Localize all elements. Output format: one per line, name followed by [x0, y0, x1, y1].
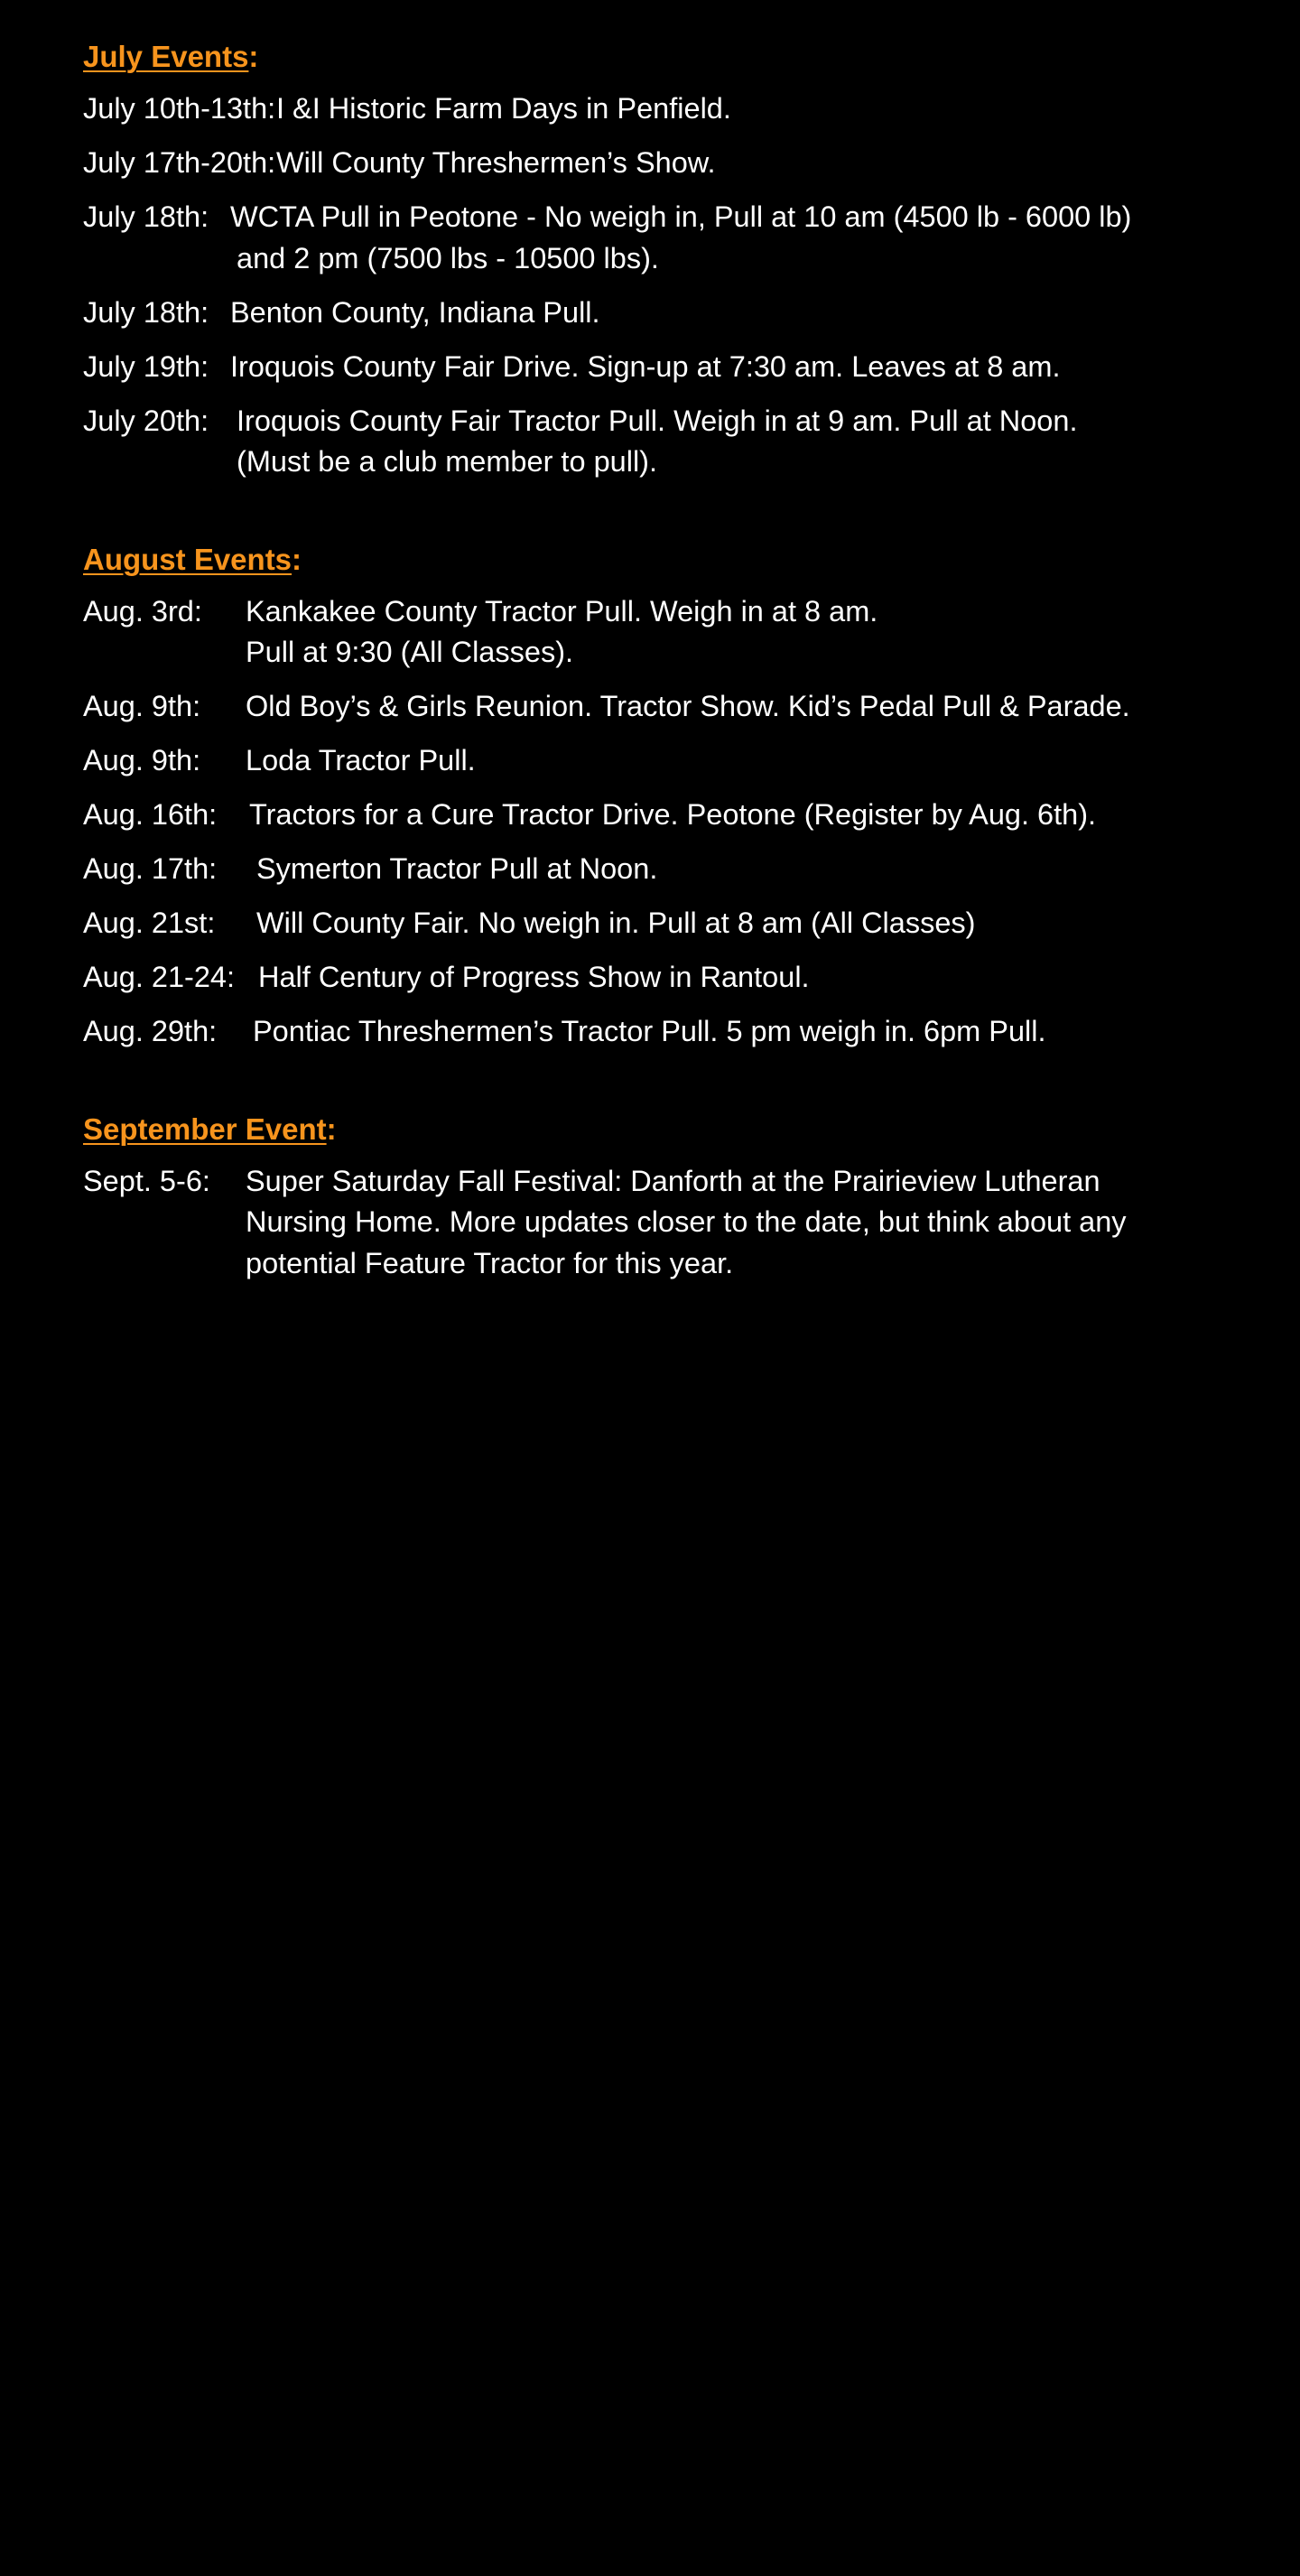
event-description [258, 957, 810, 999]
event-description [237, 401, 1078, 483]
event-date: July 20th: [83, 404, 209, 437]
event-line: Pull at 9:30 (All Classes). [246, 636, 574, 668]
event-row [83, 1161, 1257, 1285]
event-line: Loda Tractor Pull. [246, 744, 476, 777]
event-description [246, 686, 1130, 728]
event-description [249, 795, 1096, 836]
event-description [256, 903, 976, 944]
event-description [230, 197, 1131, 279]
heading-text: September Event [83, 1111, 327, 1146]
event-row [83, 293, 1257, 334]
event-row [83, 143, 1257, 184]
section-july [83, 36, 1257, 483]
event-row [83, 849, 1257, 890]
heading-colon: : [292, 542, 302, 576]
event-description [276, 88, 731, 130]
event-line: (Must be a club member to pull). [237, 445, 658, 478]
section-september [83, 1109, 1257, 1285]
section-heading [83, 1109, 1257, 1150]
section-heading [83, 36, 1257, 78]
event-line: Iroquois County Fair Drive. Sign-up at 7:30 am. Leaves at 8 am. [230, 349, 1061, 383]
event-date: Sept. 5-6: [83, 1164, 210, 1197]
event-row [83, 686, 1257, 728]
event-date: July 17th-20th: [83, 146, 276, 179]
event-date: July 19th: [83, 349, 209, 383]
event-date: Aug. 3rd: [83, 594, 202, 628]
event-row [83, 740, 1257, 782]
event-description [230, 347, 1060, 388]
event-line: Half Century of Progress Show in Rantoul. [258, 961, 810, 993]
event-description [253, 1011, 1046, 1053]
event-date: Aug. 29th: [83, 1015, 218, 1047]
event-row [83, 591, 1257, 674]
heading-text: July Events [83, 40, 249, 73]
event-description [276, 143, 716, 184]
event-date: Aug. 17th: [83, 852, 218, 885]
event-date: Aug. 9th: [83, 690, 201, 722]
event-line: Nursing Home. More updates closer to the date, but think about any [246, 1205, 1127, 1238]
event-row [83, 401, 1257, 483]
event-row [83, 88, 1257, 130]
event-line: Kankakee County Tractor Pull. Weigh in at 8 am. [246, 594, 878, 628]
event-date: Aug. 9th: [83, 744, 201, 777]
heading-colon: : [326, 1111, 337, 1146]
event-line: Pontiac Threshermen’s Tractor Pull. 5 pm weigh in. 6pm Pull. [253, 1015, 1046, 1047]
event-line: I &I Historic Farm Days in Penfield. [276, 92, 731, 125]
event-date: July 18th: [83, 295, 209, 329]
event-line: Iroquois County Fair Tractor Pull. Weigh in at 9 am. Pull at Noon. [237, 404, 1078, 437]
event-row [83, 795, 1257, 836]
event-row [83, 347, 1257, 388]
event-date: Aug. 21st: [83, 907, 216, 939]
event-line: Will County Threshermen’s Show. [276, 146, 716, 179]
event-row [83, 197, 1257, 279]
event-line: Benton County, Indiana Pull. [230, 295, 600, 329]
event-description [246, 591, 878, 674]
event-line: WCTA Pull in Peotone - No weigh in, Pull at 10 am (4500 lb - 6000 lb) [230, 200, 1132, 233]
event-line: Old Boy’s & Girls Reunion. Tractor Show. Kid’s Pedal Pull & Parade. [246, 690, 1130, 722]
section-heading [83, 539, 1257, 581]
event-description [246, 1161, 1127, 1285]
event-description [256, 849, 657, 890]
section-august [83, 539, 1257, 1053]
events-page [83, 36, 1257, 1340]
heading-colon: : [248, 40, 259, 73]
event-line: and 2 pm (7500 lbs - 10500 lbs). [237, 241, 659, 274]
event-line: Will County Fair. No weigh in. Pull at 8 am (All Classes) [256, 907, 976, 939]
event-row [83, 1011, 1257, 1053]
event-line: Symerton Tractor Pull at Noon. [256, 852, 658, 885]
event-line: Super Saturday Fall Festival: Danforth at the Prairieview Lutheran [246, 1164, 1100, 1197]
event-row [83, 903, 1257, 944]
heading-text: August Events [83, 542, 292, 576]
event-date: July 10th-13th: [83, 92, 276, 125]
event-date: July 18th: [83, 200, 209, 233]
event-row [83, 957, 1257, 999]
event-description [230, 293, 600, 334]
event-line: Tractors for a Cure Tractor Drive. Peotone (Register by Aug. 6th). [249, 798, 1097, 831]
event-line: potential Feature Tractor for this year. [246, 1246, 734, 1279]
event-date: Aug. 16th: [83, 798, 218, 831]
event-date: Aug. 21-24: [83, 961, 236, 993]
event-description [246, 740, 476, 782]
